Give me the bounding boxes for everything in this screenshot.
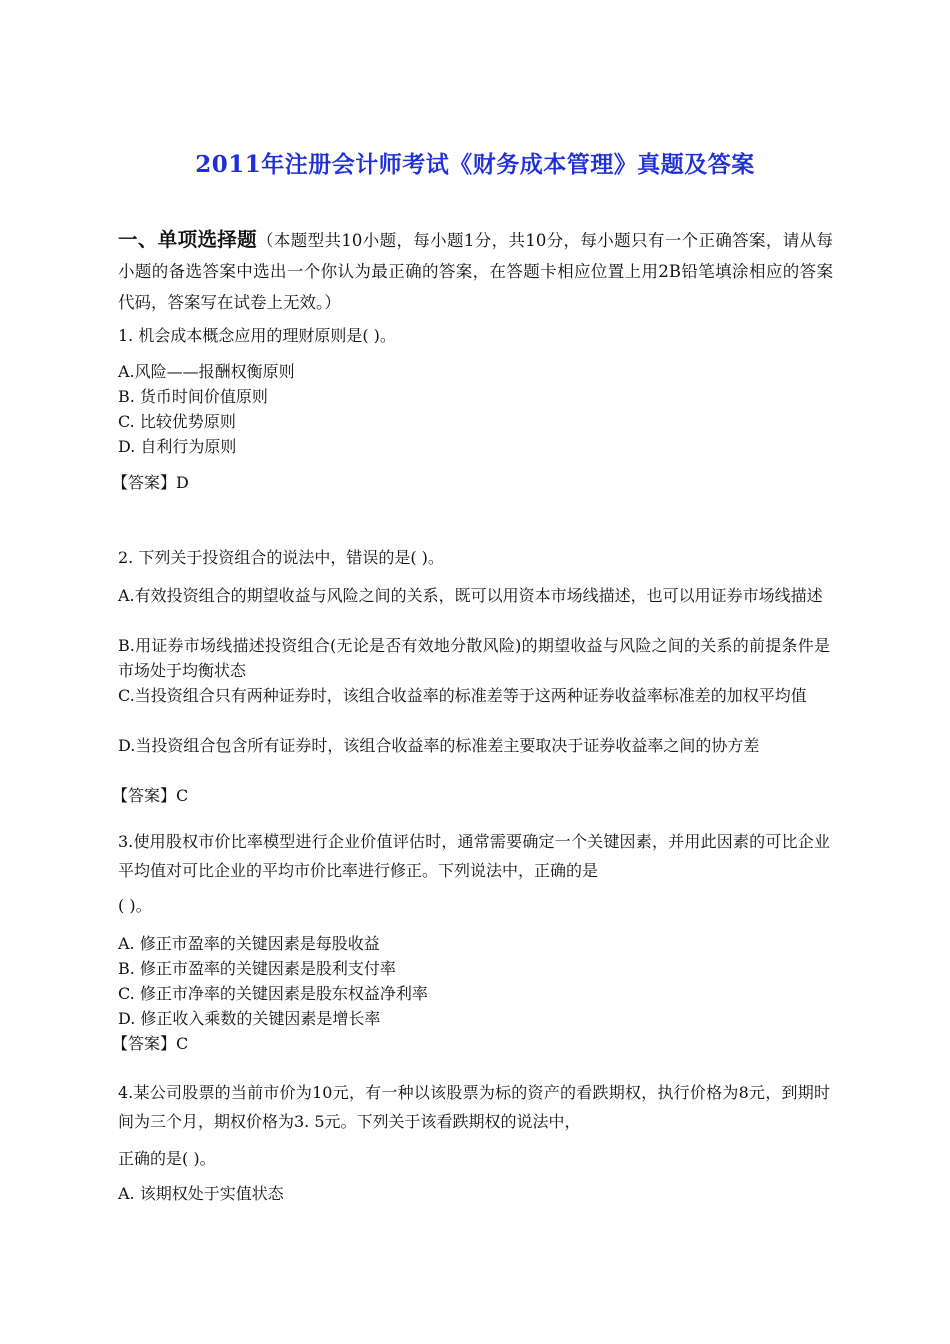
- option-c: C. 修正市净率的关键因素是股东权益净利率: [118, 984, 428, 1003]
- option-c: C. 比较优势原则: [118, 412, 236, 431]
- question-1: [118, 321, 830, 351]
- option-d: D. 自利行为原则: [118, 437, 237, 456]
- option-a: A. 该期权处于实值状态: [118, 1184, 284, 1203]
- answer: 【答案】C: [112, 786, 189, 805]
- question-stem: 2. 下列关于投资组合的说法中，错误的是( )。: [118, 548, 444, 567]
- answer: 【答案】C: [112, 1034, 189, 1053]
- option-a: A.风险——报酬权衡原则: [118, 362, 295, 381]
- section-intro: [118, 224, 833, 318]
- question-4: [118, 1078, 830, 1174]
- question-stem: 3.使用股权市价比率模型进行企业价值评估时，通常需要确定一个关键因素，并用此因素的可比企业平均值对可比企业的平均市价比率进行修正。下列说法中，正确的是: [118, 832, 830, 880]
- question-3-options: [112, 931, 830, 1056]
- option-d: D.当投资组合包含所有证券时，该组合收益率的标准差主要取决于证券收益率之间的协方差: [118, 736, 760, 755]
- section-heading: 一、单项选择题: [118, 228, 258, 251]
- question-2-options: [112, 583, 830, 808]
- question-1-options: [118, 359, 830, 459]
- option-c: C.当投资组合只有两种证券时，该组合收益率的标准差等于这两种证券收益率标准差的加权平均值: [118, 686, 807, 705]
- option-b: B.用证券市场线描述投资组合(无论是否有效地分散风险)的期望收益与风险之间的关系的前提条件是市场处于均衡状态: [118, 636, 830, 680]
- question-3: [118, 827, 830, 921]
- option-d: D. 修正收入乘数的关键因素是增长率: [118, 1009, 381, 1028]
- option-a: A. 修正市盈率的关键因素是每股收益: [118, 934, 380, 953]
- option-b: B. 修正市盈率的关键因素是股利支付率: [118, 959, 396, 978]
- question-1-answer: [112, 470, 830, 495]
- section-instruction: （本题型共10小题，每小题1分，共10分，每小题只有一个正确答案，请从每小题的备选答案中选出一个你认为最正确的答案，在答题卡相应位置上用2B铅笔填涂相应的答案代码，答案写在试卷上无效。）: [118, 231, 833, 312]
- option-b: B. 货币时间价值原则: [118, 387, 268, 406]
- option-a: A.有效投资组合的期望收益与风险之间的关系，既可以用资本市场线描述，也可以用证券市场线描述: [118, 586, 823, 605]
- question-4-options: [118, 1181, 830, 1206]
- question-stem-tail: ( )。: [118, 896, 152, 915]
- question-stem: 1. 机会成本概念应用的理财原则是( )。: [118, 326, 396, 345]
- question-2: [118, 543, 830, 573]
- answer: 【答案】D: [112, 473, 189, 492]
- question-stem-tail: 正确的是( )。: [118, 1149, 216, 1168]
- question-stem: 4.某公司股票的当前市价为10元，有一种以该股票为标的资产的看跌期权，执行价格为8元，到期时间为三个月，期权价格为3. 5元。下列关于该看跌期权的说法中，: [118, 1083, 830, 1131]
- document-title: 2011年注册会计师考试《财务成本管理》真题及答案: [195, 151, 755, 178]
